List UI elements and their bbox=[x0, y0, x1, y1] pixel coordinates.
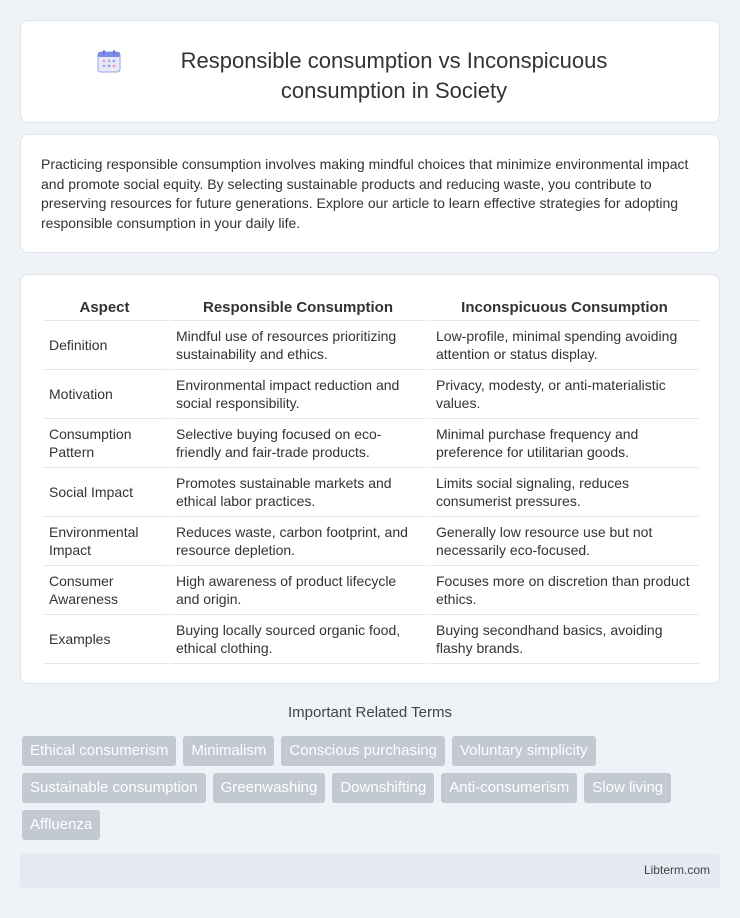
term-tag[interactable]: Minimalism bbox=[183, 736, 274, 766]
row-aspect: Consumer Awareness bbox=[43, 566, 170, 615]
term-tag[interactable]: Slow living bbox=[584, 773, 671, 803]
row-aspect: Consumption Pattern bbox=[43, 419, 170, 468]
row-responsible: High awareness of product lifecycle and origin. bbox=[170, 566, 430, 615]
row-responsible: Selective buying focused on eco-friendly and fair-trade products. bbox=[170, 419, 430, 468]
row-inconspicuous: Privacy, modesty, or anti-materialistic values. bbox=[430, 370, 699, 419]
row-responsible: Reduces waste, carbon footprint, and resource depletion. bbox=[170, 517, 430, 566]
comparison-card bbox=[20, 274, 720, 684]
table-row bbox=[43, 370, 699, 419]
table-row bbox=[43, 566, 699, 615]
row-inconspicuous: Focuses more on discretion than product ethics. bbox=[430, 566, 699, 615]
row-inconspicuous: Generally low resource use but not necessarily eco-focused. bbox=[430, 517, 699, 566]
comparison-table bbox=[43, 295, 699, 664]
row-aspect: Motivation bbox=[43, 370, 170, 419]
row-aspect: Social Impact bbox=[43, 468, 170, 517]
term-tag[interactable]: Affluenza bbox=[22, 810, 100, 840]
row-inconspicuous: Limits social signaling, reduces consumerist pressures. bbox=[430, 468, 699, 517]
row-inconspicuous: Low-profile, minimal spending avoiding attention or status display. bbox=[430, 321, 699, 370]
term-tag[interactable]: Sustainable consumption bbox=[22, 773, 206, 803]
header-inconspicuous: Inconspicuous Consumption bbox=[430, 295, 699, 321]
term-tag[interactable]: Greenwashing bbox=[213, 773, 326, 803]
row-aspect: Environmental Impact bbox=[43, 517, 170, 566]
row-aspect: Definition bbox=[43, 321, 170, 370]
table-row bbox=[43, 517, 699, 566]
intro-text: Practicing responsible consumption involves making mindful choices that minimize environmental impact and promote social equity. By selecting sustainable products and reducing waste, you contribute to preserving resources for future generations. Explore our article to learn effective strategies for adopting responsible consumption in your daily life. bbox=[41, 156, 689, 231]
related-terms-title: Important Related Terms bbox=[288, 704, 452, 721]
table-header-row bbox=[43, 295, 699, 321]
term-tag[interactable]: Conscious purchasing bbox=[281, 736, 445, 766]
footer-site-link[interactable]: Libterm.com bbox=[643, 863, 710, 877]
term-tag[interactable]: Ethical consumerism bbox=[22, 736, 176, 766]
term-tag[interactable]: Voluntary simplicity bbox=[452, 736, 596, 766]
table-row bbox=[43, 419, 699, 468]
header-aspect: Aspect bbox=[43, 295, 170, 321]
calendar-icon bbox=[96, 48, 122, 74]
table-row bbox=[43, 321, 699, 370]
header-responsible: Responsible Consumption bbox=[170, 295, 430, 321]
row-responsible: Environmental impact reduction and social responsibility. bbox=[170, 370, 430, 419]
term-tag[interactable]: Downshifting bbox=[332, 773, 434, 803]
table-row bbox=[43, 615, 699, 664]
term-tag[interactable]: Anti-consumerism bbox=[441, 773, 577, 803]
footer bbox=[20, 854, 720, 888]
row-aspect: Examples bbox=[43, 615, 170, 664]
row-responsible: Promotes sustainable markets and ethical labor practices. bbox=[170, 468, 430, 517]
row-inconspicuous: Buying secondhand basics, avoiding flashy brands. bbox=[430, 615, 699, 664]
table-row bbox=[43, 468, 699, 517]
row-responsible: Mindful use of resources prioritizing sustainability and ethics. bbox=[170, 321, 430, 370]
row-inconspicuous: Minimal purchase frequency and preference for utilitarian goods. bbox=[430, 419, 699, 468]
related-terms-list bbox=[22, 736, 722, 847]
row-responsible: Buying locally sourced organic food, ethical clothing. bbox=[170, 615, 430, 664]
header-card bbox=[20, 20, 720, 123]
intro-card bbox=[20, 134, 720, 253]
page-title: Responsible consumption vs Inconspicuous consumption in Society bbox=[180, 48, 608, 103]
